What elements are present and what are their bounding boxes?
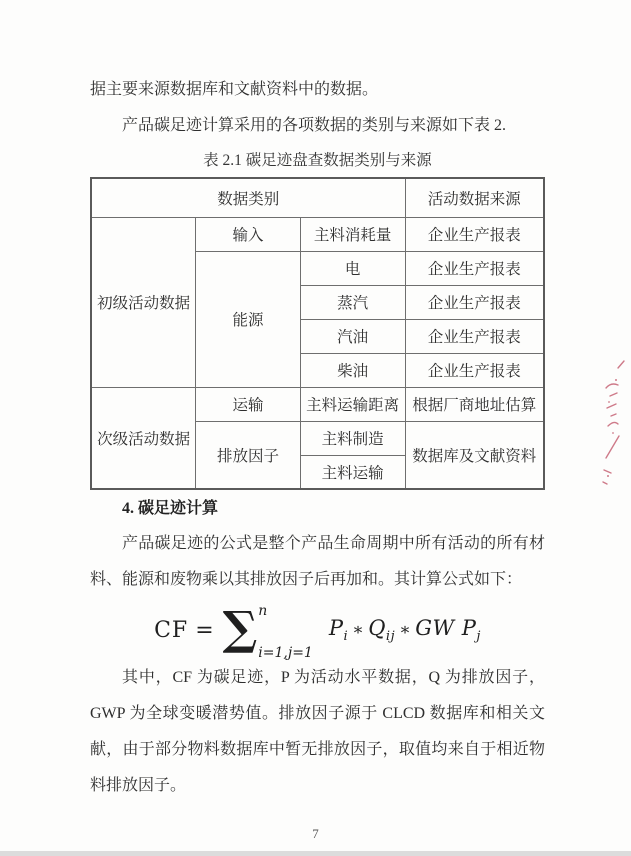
cell-energy-item-steam: 蒸汽	[300, 285, 405, 319]
section-heading-cf-calculation: 4. 碳足迹计算	[122, 500, 219, 517]
term-gwp: GW P	[415, 615, 477, 640]
formula-terms	[329, 616, 481, 644]
cell-secondary-activity: 次级活动数据	[91, 387, 196, 489]
handwritten-red-annotation	[596, 358, 628, 493]
page-content	[90, 72, 545, 804]
cell-energy-source: 企业生产报表	[405, 251, 544, 285]
term-p: P	[328, 615, 344, 640]
cell-emission-factor-label: 排放因子	[196, 421, 301, 489]
cell-transport-item: 主料运输距离	[300, 387, 405, 421]
cell-energy-item-electricity: 电	[300, 251, 405, 285]
paragraph-continuation: 据主要来源数据库和文献资料中的数据。	[90, 81, 379, 98]
table-row	[91, 387, 544, 421]
scan-edge-strip	[0, 851, 631, 856]
cell-transport-source: 根据厂商地址估算	[405, 387, 544, 421]
summation-upper-limit: n	[258, 603, 268, 619]
cell-primary-activity: 初级活动数据	[91, 217, 196, 387]
cell-emission-item-transport: 主料运输	[300, 455, 405, 489]
data-source-table	[90, 177, 545, 490]
cell-emission-item-manufacture: 主料制造	[300, 421, 405, 455]
paragraph-formula-intro: 产品碳足迹的公式是整个产品生命周期中所有活动的所有材料、能源和废物乘以其排放因子后再加和。其计算公式如下：	[90, 535, 545, 588]
cell-emission-source: 数据库及文献资料	[405, 421, 544, 489]
summation-limits	[258, 602, 313, 661]
header-cell-source: 活动数据来源	[405, 178, 544, 217]
term-p-subscript: i	[343, 629, 349, 645]
table-row	[91, 217, 544, 251]
term-gwp-subscript: j	[476, 629, 481, 645]
cf-formula	[90, 600, 545, 660]
cell-energy-item-diesel: 柴油	[300, 353, 405, 387]
cell-transport-label: 运输	[196, 387, 301, 421]
cell-input-source: 企业生产报表	[405, 217, 544, 251]
cell-input-item: 主料消耗量	[300, 217, 405, 251]
cell-input-label: 输入	[196, 217, 301, 251]
multiply-operator: ∗	[399, 619, 412, 640]
summation-lower-limit: i=1,j=1	[258, 645, 313, 661]
cell-energy-source: 企业生产报表	[405, 319, 544, 353]
table-caption: 表 2.1 碳足迹盘查数据类别与来源	[203, 152, 432, 169]
header-cell-category: 数据类别	[91, 178, 405, 217]
cell-energy-label: 能源	[196, 251, 301, 387]
multiply-operator: ∗	[352, 619, 365, 640]
formula-lhs: CF	[154, 617, 189, 643]
cell-energy-source: 企业生产报表	[405, 285, 544, 319]
cell-energy-source: 企业生产报表	[405, 353, 544, 387]
paragraph-explanation: 其中，CF 为碳足迹，P 为活动水平数据，Q 为排放因子，GWP 为全球变暖潜势值。排放因子源于 CLCD 数据库和相关文献，由于部分物料数据库中暂无排放因子，取值均来自于相近物料排放因子。	[90, 669, 545, 794]
summation-sigma-symbol: ∑	[222, 601, 258, 655]
page-number: 7	[312, 826, 319, 841]
formula-equals-sign: =	[195, 617, 214, 643]
table-header-row	[91, 178, 544, 217]
paragraph-table-intro: 产品碳足迹计算采用的各项数据的类别与来源如下表 2.	[122, 117, 507, 134]
term-q-subscript: ij	[385, 629, 396, 645]
term-q: Q	[368, 615, 386, 640]
cell-energy-item-gasoline: 汽油	[300, 319, 405, 353]
